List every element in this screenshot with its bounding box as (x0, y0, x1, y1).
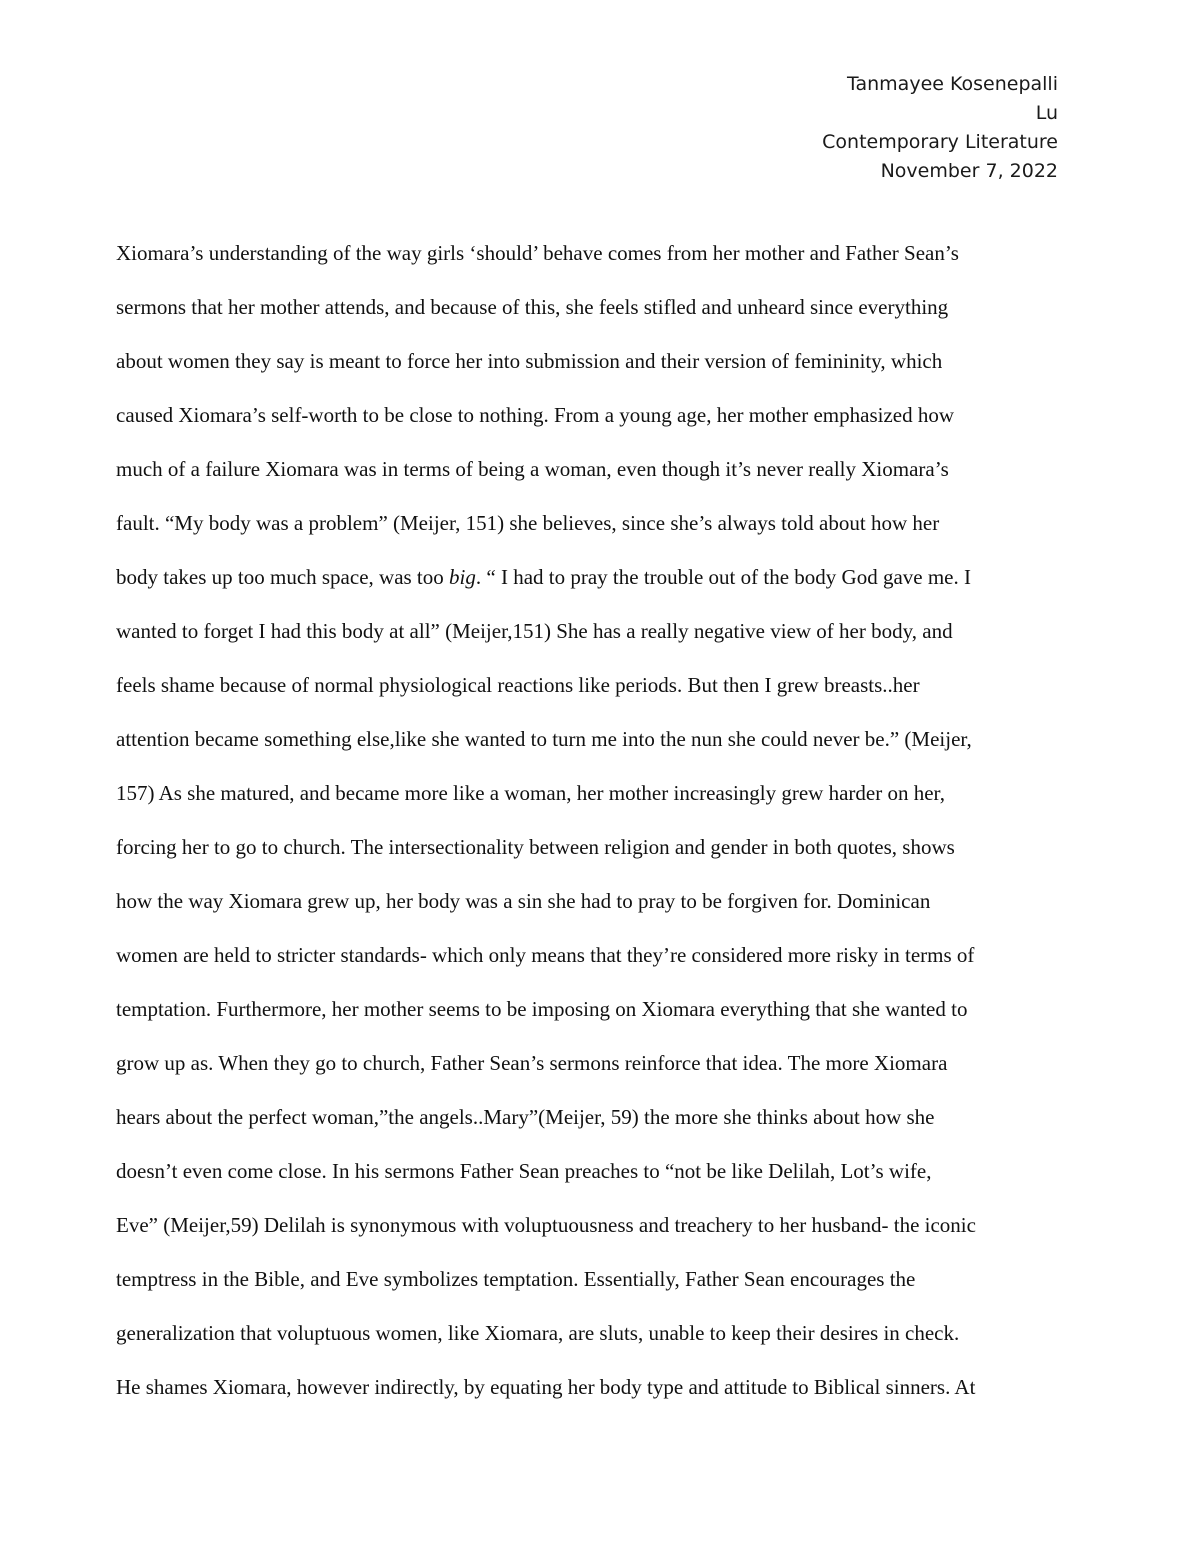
essay-line: temptress in the Bible, and Eve symbolizes temptation. Essentially, Father Sean encourages the (116, 1267, 916, 1291)
essay-line (116, 557, 1106, 611)
essay-line: attention became something else,like she wanted to turn me into the nun she could never be.” (Meijer, (116, 727, 972, 751)
essay-line: feels shame because of normal physiological reactions like periods. But then I grew breasts..her (116, 673, 920, 697)
instructor-name: Lu (1035, 102, 1058, 124)
heading-block (822, 70, 1058, 186)
italic-word: big (449, 565, 476, 589)
essay-line: how the way Xiomara grew up, her body was a sin she had to pray to be forgiven for. Dominican (116, 889, 931, 913)
essay-line-segment: body takes up too much space, was too (116, 565, 450, 589)
essay-line: forcing her to go to church. The intersectionality between religion and gender in both quotes, shows (116, 835, 955, 859)
essay-line: Eve” (Meijer,59) Delilah is synonymous with voluptuousness and treachery to her husband- the iconic (116, 1213, 976, 1237)
essay-line: doesn’t even come close. In his sermons Father Sean preaches to “not be like Delilah, Lot’s wife, (116, 1159, 932, 1183)
essay-body (116, 233, 1106, 1421)
essay-line: grow up as. When they go to church, Father Sean’s sermons reinforce that idea. The more Xiomara (116, 1051, 948, 1075)
essay-line: Xiomara’s understanding of the way girls ‘should’ behave comes from her mother and Father Sean’s (116, 241, 959, 265)
essay-line: temptation. Furthermore, her mother seems to be imposing on Xiomara everything that she wanted to (116, 997, 968, 1021)
essay-line: He shames Xiomara, however indirectly, by equating her body type and attitude to Biblical sinners. At (116, 1375, 976, 1399)
essay-line: much of a failure Xiomara was in terms of being a woman, even though it’s never really Xiomara’s (116, 457, 949, 481)
author-name: Tanmayee Kosenepalli (847, 73, 1058, 95)
document-date: November 7, 2022 (880, 160, 1058, 182)
essay-line: sermons that her mother attends, and because of this, she feels stifled and unheard since everything (116, 295, 949, 319)
essay-line: caused Xiomara’s self-worth to be close to nothing. From a young age, her mother emphasized how (116, 403, 955, 427)
essay-line: hears about the perfect woman,”the angels..Mary”(Meijer, 59) the more she thinks about how she (116, 1105, 935, 1129)
course-name: Contemporary Literature (822, 131, 1058, 153)
essay-line: wanted to forget I had this body at all” (Meijer,151) She has a really negative view of her body, and (116, 619, 953, 643)
essay-line: 157) As she matured, and became more like a woman, her mother increasingly grew harder on her, (116, 781, 945, 805)
essay-line-segment: . “ I had to pray the trouble out of the body God gave me. I (475, 565, 971, 589)
essay-line: fault. “My body was a problem” (Meijer, 151) she believes, since she’s always told about how her (116, 511, 940, 535)
essay-line: about women they say is meant to force her into submission and their version of femininity, which (116, 349, 943, 373)
essay-line: women are held to stricter standards- which only means that they’re considered more risky in terms of (116, 943, 975, 967)
essay-line: generalization that voluptuous women, like Xiomara, are sluts, unable to keep their desires in check. (116, 1321, 960, 1345)
